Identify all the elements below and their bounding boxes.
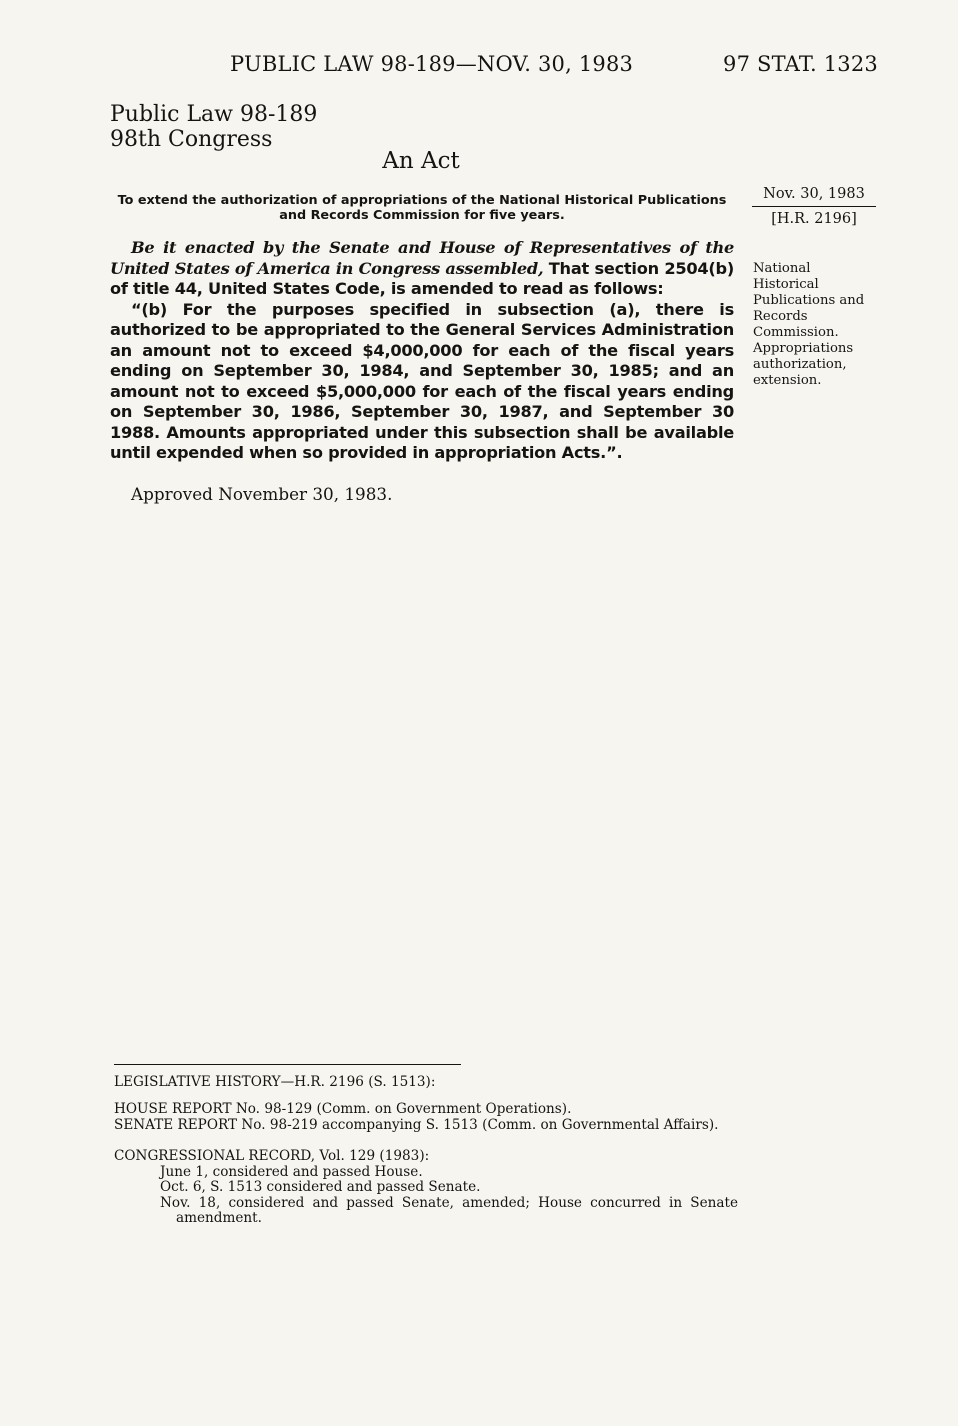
margin-date-block <box>752 185 876 228</box>
section-intro: That section 2504(b) of title 44, United States Code, is amended to read as follows: <box>110 258 735 298</box>
record-action: Oct. 6, S. 1513 considered and passed Senate. <box>160 1179 481 1195</box>
congressional-record <box>114 1149 738 1227</box>
history-divider <box>114 1064 461 1065</box>
legislative-history-heading: LEGISLATIVE HISTORY—H.R. 2196 (S. 1513): <box>114 1074 436 1090</box>
margin-note-line: Commission. <box>753 325 839 340</box>
act-title: An Act <box>382 148 460 174</box>
congress-number: 98th Congress <box>110 127 273 152</box>
bill-number: [H.R. 2196] <box>771 211 857 227</box>
margin-note-line: Historical <box>753 277 819 292</box>
record-action: June 1, considered and passed House. <box>160 1163 423 1180</box>
act-purpose: To extend the authorization of appropriations of the National Historical Publications and Records Commission for five years. <box>117 193 727 223</box>
enacting-clause: Be it enacted by the Senate and House of Representatives of the United States of America in Congress assembled, <box>110 238 734 278</box>
committee-reports <box>114 1102 738 1133</box>
running-title: PUBLIC LAW 98-189—NOV. 30, 1983 <box>230 52 634 76</box>
margin-note-line: National <box>753 261 811 276</box>
enacting-paragraph <box>110 238 734 300</box>
law-identification <box>110 102 317 152</box>
house-report: HOUSE REPORT No. 98-129 (Comm. on Government Operations). <box>114 1101 572 1117</box>
margin-note-line: extension. <box>753 373 822 388</box>
margin-note-line: Appropriations <box>753 341 854 356</box>
senate-report: SENATE REPORT No. 98-219 accompanying S. 1513 (Comm. on Governmental Affairs). <box>114 1116 719 1133</box>
margin-note-line: Publications and <box>753 293 865 308</box>
congressional-record-heading: CONGRESSIONAL RECORD, Vol. 129 (1983): <box>114 1148 430 1164</box>
margin-note-line: Records <box>753 309 808 324</box>
subsection-text: “(b) For the purposes specified in subsection (a), there is authorized to be appropriated to the General Services Administration an amount not to exceed $4,000,000 for each of the fiscal years ending on September 30, 1984, and September 30, 1985; and an amount not to exceed $5,000,000 for each of the fiscal years ending on September 30, 1986, September 30, 1987, and September 30 1988. Amounts appropriated under this subsection shall be available until expended when so provided in appropriation Acts.”. <box>110 299 734 462</box>
margin-note <box>753 261 883 389</box>
public-law-number: Public Law 98-189 <box>110 102 318 127</box>
statute-page-number: 97 STAT. 1323 <box>723 52 878 76</box>
approval-date: Approved November 30, 1983. <box>131 484 393 504</box>
enactment-date: Nov. 30, 1983 <box>752 185 876 207</box>
record-action: Nov. 18, considered and passed Senate, amended; House concurred in Senate amendment. <box>160 1194 738 1226</box>
act-body <box>110 238 734 464</box>
margin-note-line: authorization, <box>753 357 847 372</box>
